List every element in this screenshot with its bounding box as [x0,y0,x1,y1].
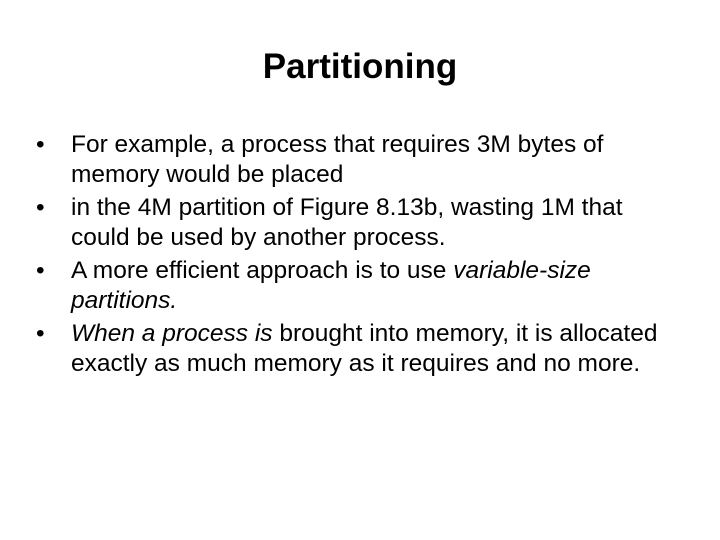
bullet-list [36,130,686,382]
bullet-text-italic: When a process is [71,320,273,347]
bullet-text-italic: variable-size partitions. [71,257,591,314]
bullet-text: brought into memory, it is allocated exactly as much memory as it requires and no more. [71,320,658,377]
bullet-text: in the 4M partition of Figure 8.13b, wasting 1M that could be used by another process. [71,194,623,251]
bullet-icon: • [36,194,45,221]
slide-title: Partitioning [262,47,458,86]
bullet-item [36,319,686,378]
bullet-item [36,256,686,315]
bullet-icon: • [36,257,45,284]
bullet-icon: • [36,131,45,158]
bullet-item [36,130,686,189]
bullet-item [36,193,686,252]
bullet-icon: • [36,320,45,347]
bullet-text: For example, a process that requires 3M bytes of memory would be placed [71,131,604,188]
bullet-text: A more efficient approach is to use [71,257,454,284]
